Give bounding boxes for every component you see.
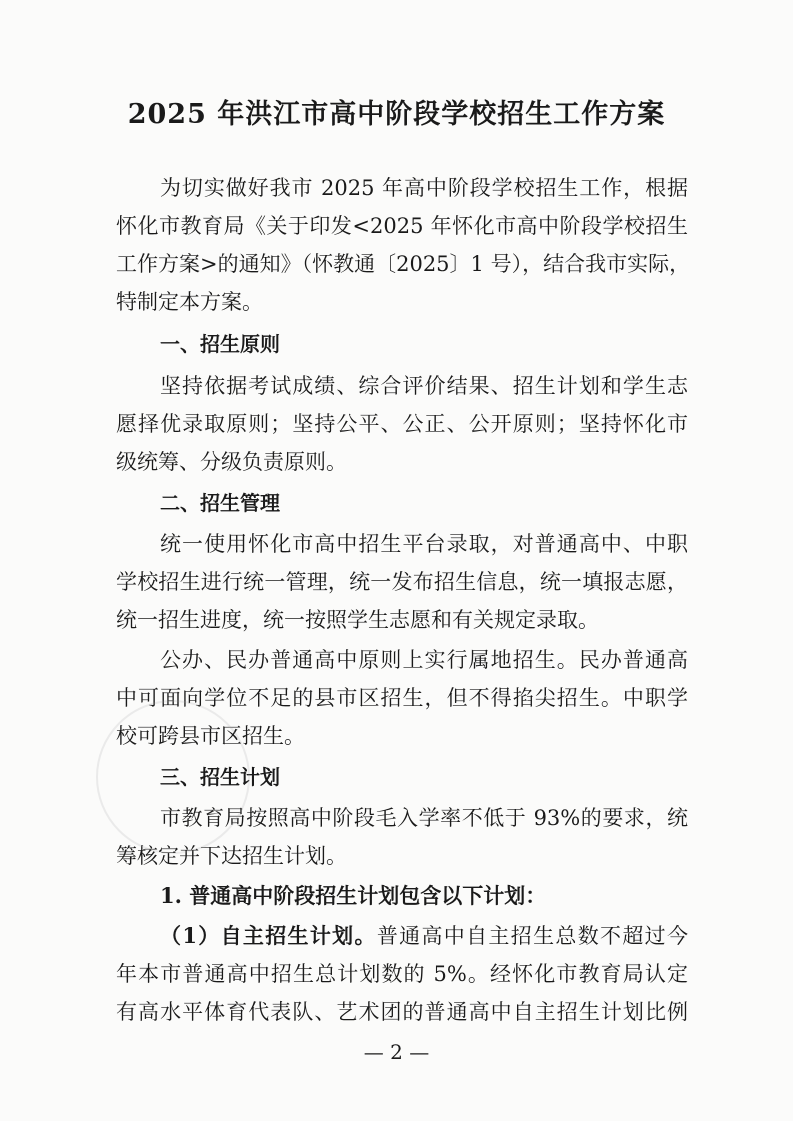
section-heading: 三、招生计划: [160, 765, 280, 789]
page-number: — 2 —: [363, 1040, 430, 1064]
section-heading: 二、招生管理: [160, 491, 280, 515]
paragraph-line: 公办、民办普通高中原则上实行属地招生。民办普通高: [160, 648, 688, 672]
paragraph-line: 筹核定并下达招生计划。: [116, 844, 347, 868]
paragraph-line: 为切实做好我市 2025 年高中阶段学校招生工作，根据: [160, 176, 688, 200]
paragraph-line: 坚持依据考试成绩、综合评价结果、招生计划和学生志: [160, 374, 688, 398]
paragraph-line: 市教育局按照高中阶段毛入学率不低于 93%的要求，统: [160, 806, 688, 830]
item-text: 普通高中自主招生总数不超过今: [376, 924, 688, 948]
paragraph-line: 统一招生进度，统一按照学生志愿和有关规定录取。: [116, 608, 599, 632]
item-label: （1）自主招生计划。: [160, 923, 377, 948]
paragraph-line: 学校招生进行统一管理，统一发布招生信息，统一填报志愿，: [116, 570, 688, 594]
paragraph-line: 年本市普通高中招生总计划数的 5%。经怀化市教育局认定: [116, 962, 688, 986]
paragraph-line: 有高水平体育代表队、艺术团的普通高中自主招生计划比例: [116, 1000, 688, 1024]
paragraph-line: 工作方案>的通知》（怀教通〔2025〕1 号），结合我市实际，: [116, 252, 691, 276]
paragraph-line: [160, 922, 688, 950]
document-title: 2025 年洪江市高中阶段学校招生工作方案: [127, 99, 666, 130]
paragraph-line: 级统筹、分级负责原则。: [116, 450, 347, 474]
paragraph-line: 愿择优录取原则；坚持公平、公正、公开原则；坚持怀化市: [116, 412, 688, 436]
subsection-heading: 1. 普通高中阶段招生计划包含以下计划：: [160, 883, 547, 908]
paragraph-line: 统一使用怀化市高中招生平台录取，对普通高中、中职: [160, 532, 688, 556]
paragraph-line: 特制定本方案。: [116, 290, 263, 314]
paragraph-line: 中可面向学位不足的县市区招生，但不得掐尖招生。中职学: [116, 686, 688, 710]
paragraph-line: 校可跨县市区招生。: [116, 724, 305, 748]
section-heading: 一、招生原则: [160, 332, 280, 356]
paragraph-line: 怀化市教育局《关于印发<2025 年怀化市高中阶段学校招生: [116, 214, 688, 238]
